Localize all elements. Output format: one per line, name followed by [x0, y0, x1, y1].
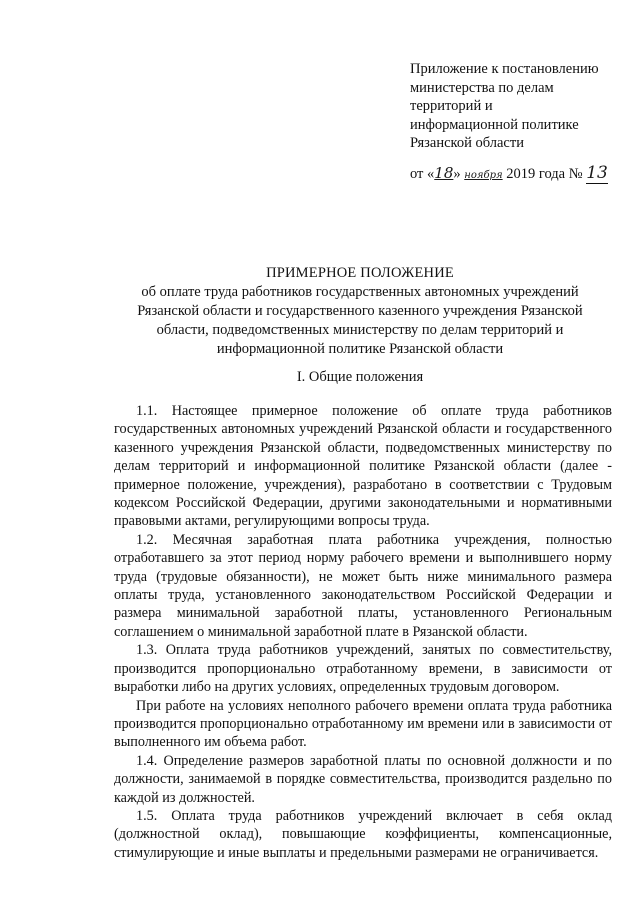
resolution-date-line: [410, 164, 625, 185]
title-subline: Рязанской области и государственного казенного учреждения Рязанской: [137, 303, 583, 319]
paragraph-1-3: 1.3. Оплата труда работников учреждений, занятых по совместительству, производится пропорционально отработанному времени, в зависимости от выработки либо на других условиях, определенных трудовым договором.: [114, 642, 612, 696]
paragraph-1-1: 1.1. Настоящее примерное положение об оплате труда работников государственных автономных учреждений Рязанской области и государственного казенного учреждения Рязанской области, подведомственных министерству по делам территорий и информационной политике Рязанской области (далее - примерное положение, учреждения), разработано в соответствии с Трудовым кодексом Российской Федерации, другими законодательными и нормативными правовыми актами, регулирующими вопросы труда.: [114, 403, 612, 530]
handwritten-number: 13: [586, 163, 608, 183]
document-title: ПРИМЕРНОЕ ПОЛОЖЕНИЕ: [266, 265, 454, 281]
appendix-line: территорий и: [410, 98, 493, 114]
appendix-note: [410, 60, 625, 153]
appendix-line: министерства по делам: [410, 79, 554, 96]
document-title-block: [96, 264, 624, 359]
paragraph-1-2: 1.2. Месячная заработная плата работника учреждения, полностью отработавшего за этот период норму рабочего времени и выполнившего норму труда (трудовые обязанности), не может быть ниже минимального размера оплаты труда, установленного законодательством Российской Федерации и размера минимальной заработной платы, установленного Региональным соглашением о минимальной заработной плате в Рязанской области.: [114, 531, 612, 640]
handwritten-month: ноября: [464, 170, 503, 181]
document-body: [114, 402, 612, 862]
date-separator: »: [453, 166, 465, 182]
paragraph-1-4: 1.4. Определение размеров заработной платы по основной должности и по должности, занимаемой в порядке совместительства, производится раздельно по каждой из должностей.: [114, 752, 612, 806]
appendix-line: информационной политике: [410, 116, 579, 133]
section-heading: I. Общие положения: [296, 369, 424, 385]
title-subline: об оплате труда работников государственных автономных учреждений: [141, 284, 579, 300]
paragraph-1-5: 1.5. Оплата труда работников учреждений включает в себя оклад (должностной оклад), повышающие коэффициенты, компенсационные, стимулирующие и иные выплаты и предельными размерами не ограничивается.: [114, 807, 612, 861]
appendix-line: Рязанской области: [410, 135, 524, 151]
date-prefix: от «: [410, 166, 435, 182]
title-subline: области, подведомственных министерству по делам территорий и: [156, 322, 564, 338]
date-year-text: 2019 года №: [502, 166, 587, 182]
title-subline: информационной политике Рязанской области: [216, 341, 504, 357]
paragraph-part-time: При работе на условиях неполного рабочего времени оплата труда работника производится пропорционально отработанному им времени или в зависимости от выполненного им объема работ.: [114, 697, 612, 751]
appendix-line: Приложение к постановлению: [410, 61, 599, 77]
handwritten-day: 18: [434, 164, 454, 182]
